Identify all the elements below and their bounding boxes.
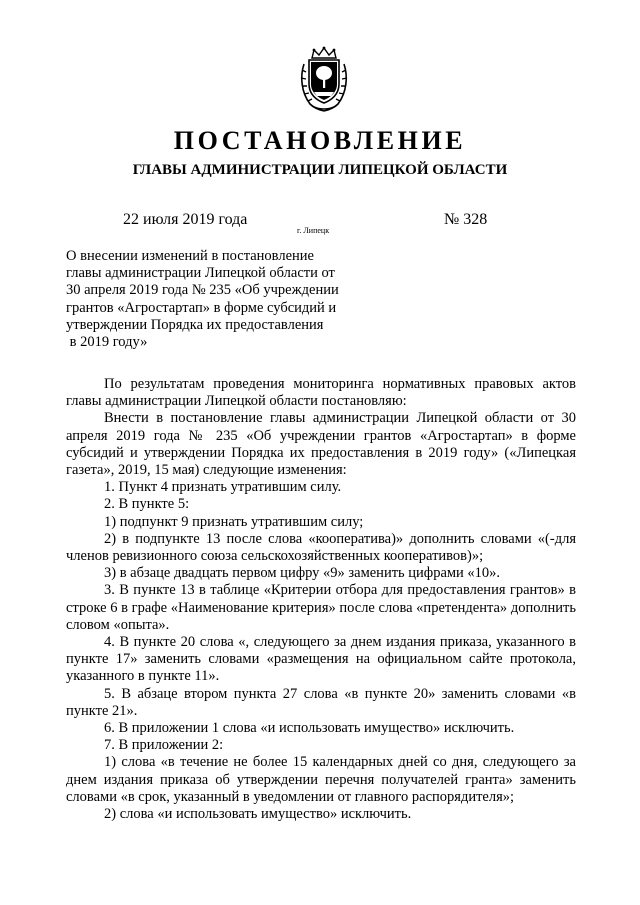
subject-line: О внесении изменений в постановление — [66, 248, 314, 264]
subject-line: грантов «Агростартап» в форме субсидий и — [66, 299, 337, 316]
body-paragraph: 6. В приложении 1 слова «и использовать имущество» исключить. — [104, 720, 515, 737]
subject-line: главы администрации Липецкой области от — [66, 265, 335, 282]
body-paragraph: 3) в абзаце двадцать первом цифру «9» заменить цифрами «10». — [104, 565, 501, 582]
body-paragraph: 1. Пункт 4 признать утратившим силу. — [104, 479, 342, 496]
document-date: 22 июля 2019 года — [123, 211, 248, 228]
body-paragraph: 3. В пункте 13 в таблице «Критерии отбора для предоставления грантов» в строке 6 в графе «Наименование критерия» после слова «претендента» дополнить словом «опыта». — [66, 582, 576, 633]
body-paragraph: 2. В пункте 5: — [104, 496, 190, 513]
subject-line: в 2019 году» — [66, 334, 148, 351]
subject-line: утверждении Порядка их предоставления — [66, 316, 324, 333]
document-subject — [66, 248, 376, 351]
document-city: г. Липецк — [297, 226, 330, 235]
body-paragraph: 7. В приложении 2: — [104, 737, 224, 754]
body-paragraph: По результатам проведения мониторинга нормативных правовых актов главы администрации Липецкой области постановляю: — [66, 376, 576, 410]
coat-of-arms-icon — [298, 46, 350, 112]
body-paragraph: 1) подпункт 9 признать утратившим силу; — [104, 513, 364, 530]
body-paragraph: 2) слова «и использовать имущество» исключить. — [104, 806, 412, 823]
document-subtitle: ГЛАВЫ АДМИНИСТРАЦИИ ЛИПЕЦКОЙ ОБЛАСТИ — [132, 162, 508, 178]
body-paragraph: 5. В абзаце втором пункта 27 слова «в пункте 20» заменить словами «в пункте 21». — [66, 685, 576, 719]
body-paragraph: 1) слова «в течение не более 15 календарных дней со дня, следующего за днем издания приказа об утверждении перечня получателей гранта» заменить словами «в срок, указанный в уведомлении от главного распорядителя»; — [66, 754, 576, 805]
document-title: ПОСТАНОВЛЕНИЕ — [173, 126, 467, 155]
subject-line: 30 апреля 2019 года № 235 «Об учреждении — [66, 282, 339, 299]
body-paragraph: 4. В пункте 20 слова «, следующего за днем издания приказа, указанного в пункте 17» заменить словами «размещения на официальном сайте протокола, указанного в пункте 11». — [66, 634, 576, 685]
document-body — [66, 376, 576, 823]
body-paragraph: 2) в подпункте 13 после слова «кооператива)» дополнить словами «(-для членов ревизионного союза сельскохозяйственных кооперативов)»; — [66, 530, 576, 565]
document-number: № 328 — [444, 211, 488, 228]
body-paragraph: Внести в постановление главы администрации Липецкой области от 30 апреля 2019 года № 235 «Об учреждении грантов «Агростартап» в форме субсидий и утверждении Порядка их предоставления в 2019 году» («Липецкая газета», 2019, 15 мая) следующие изменения: — [66, 410, 576, 479]
